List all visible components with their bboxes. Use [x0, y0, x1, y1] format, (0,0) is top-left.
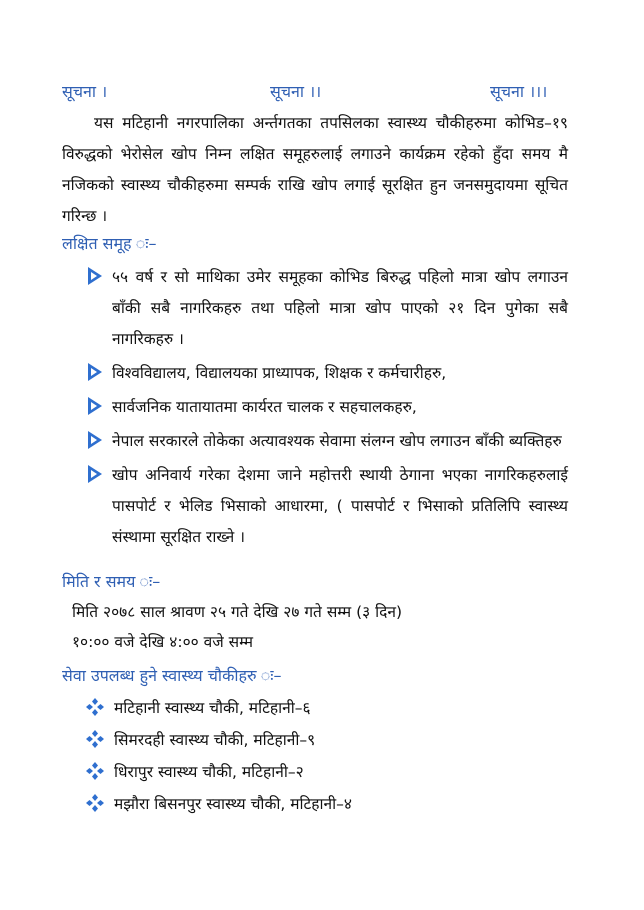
diamond-cluster-icon — [86, 730, 104, 748]
list-item — [86, 460, 568, 553]
notice-title-row — [62, 80, 562, 106]
arrow-bullet-icon — [86, 463, 104, 485]
list-item — [86, 262, 568, 355]
target-item-text: खोप अनिवार्य गरेका देशमा जाने महोत्तरी स्थायी ठेगाना भएका नागरिकहरुलाई पासपोर्ट र भेलिड भिसाको आधारमा, ( पासपोर्ट र भिसाको प्रतिलिपि स्वास्थ्य संस्थामा सूरक्षित राख्ने । — [112, 466, 568, 546]
arrow-bullet-icon — [86, 395, 104, 417]
list-item — [86, 694, 352, 726]
health-posts-list — [86, 694, 352, 822]
health-post-text: सिमरदही स्वास्थ्य चौकी, मटिहानी–९ — [114, 731, 316, 749]
health-posts-heading: सेवा उपलब्ध हुने स्वास्थ्य चौकीहरु ः– — [62, 666, 282, 685]
notice-label-1: सूचना । — [62, 82, 108, 101]
list-item — [86, 726, 352, 758]
list-item — [86, 426, 568, 457]
health-post-text: मझौरा बिसनपुर स्वास्थ्य चौकी, मटिहानी–४ — [114, 795, 352, 813]
diamond-cluster-icon — [86, 762, 104, 780]
notice-label-3: सूचना ।।। — [490, 82, 548, 101]
target-group-heading: लक्षित समूह ः– — [62, 234, 157, 253]
health-post-text: धिरापुर स्वास्थ्य चौकी, मटिहानी–२ — [114, 763, 304, 781]
arrow-bullet-icon — [86, 265, 104, 287]
list-item — [86, 758, 352, 790]
arrow-bullet-icon — [86, 429, 104, 451]
arrow-bullet-icon — [86, 361, 104, 383]
target-item-text: विश्वविद्यालय, विद्यालयका प्राध्यापक, शिक्षक र कर्मचारीहरु, — [112, 364, 447, 382]
notice-label-2: सूचना ।। — [270, 82, 322, 101]
diamond-cluster-icon — [86, 698, 104, 716]
list-item — [86, 392, 568, 423]
list-item — [86, 790, 352, 822]
date-line: मिति २०७८ साल श्रावण २५ गते देखि २७ गते सम्म (३ दिन) — [72, 603, 403, 621]
date-time-heading: मिति र समय ः– — [62, 572, 161, 591]
target-item-text: नेपाल सरकारले तोकेका अत्यावश्यक सेवामा संलग्न खोप लगाउन बाँकी ब्यक्तिहरु — [112, 432, 562, 450]
target-item-text: ५५ वर्ष र सो माथिका उमेर समूहका कोभिड बिरुद्ध पहिलो मात्रा खोप लगाउन बाँकी सबै नागरिकहरु तथा पहिलो मात्रा खोप पाएको २१ दिन पुगेका सबै नागरिकहरु । — [112, 268, 568, 348]
target-item-text: सार्वजनिक यातायातमा कार्यरत चालक र सहचालकहरु, — [112, 398, 417, 416]
list-item — [86, 358, 568, 389]
diamond-cluster-icon — [86, 794, 104, 812]
target-group-list — [86, 262, 568, 556]
time-line: १०:०० वजे देखि ४:०० वजे सम्म — [72, 633, 254, 651]
intro-paragraph: यस मटिहानी नगरपालिका अर्न्तगतका तपसिलका स्वास्थ्य चौकीहरुमा कोभिड–१९ विरुद्धको भेरोसेल खोप निम्न लक्षित समूहरुलाई लगाउने कार्यक्रम रहेको हुँदा समय मै नजिकको स्वास्थ्य चौकीहरुमा सम्पर्क राखि खोप लगाई सूरक्षित हुन जनसमुदायमा सूचित गरिन्छ । — [62, 114, 568, 225]
health-post-text: मटिहानी स्वास्थ्य चौकी, मटिहानी–६ — [114, 699, 311, 717]
